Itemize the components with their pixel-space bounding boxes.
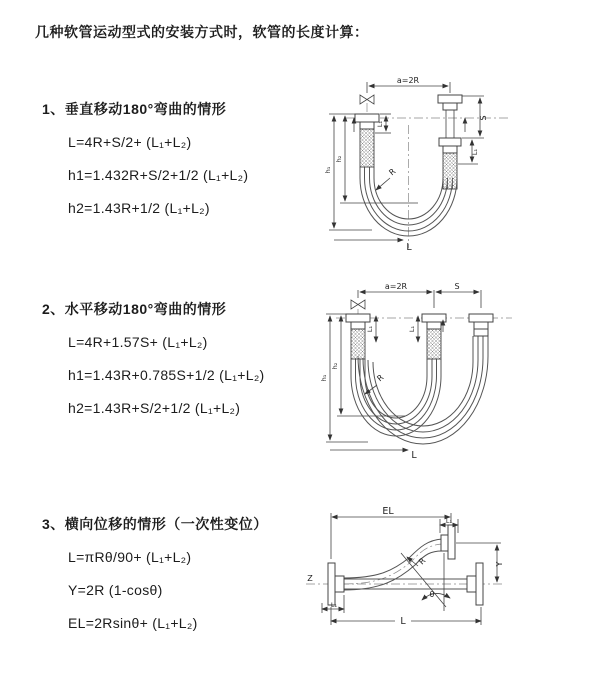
formula-h1: h1=1.43R+0.785S+1/2 (L₁+L₂) (68, 367, 265, 383)
displaced-hose (344, 525, 455, 590)
section-lateral-displacement (42, 515, 320, 633)
formula-length: L=4R+S/2+ (L₁+L₂) (68, 134, 192, 150)
formula-y: Y=2R (1-cosθ) (68, 582, 163, 598)
d3-dim-el-label: EL (382, 506, 394, 517)
valve-icon (360, 95, 374, 104)
left-flange (328, 563, 344, 605)
valve-icon (351, 300, 365, 309)
section-horizontal-180 (42, 300, 320, 418)
d1-radius-label: R (387, 166, 398, 178)
d2-dim-s-label: S (454, 282, 460, 291)
formula-h2: h2=1.43R+1/2 (L₁+L₂) (68, 200, 210, 216)
formula-length: L=4R+1.57S+ (L₁+L₂) (68, 334, 208, 350)
formula-h2: h2=1.43R+S/2+1/2 (L₁+L₂) (68, 400, 241, 416)
diagram-lateral-displacement (298, 503, 598, 643)
d1-dim-l1-left-label: L₁ (376, 120, 384, 128)
section-heading: 1、垂直移动180°弯曲的情形 (42, 101, 227, 117)
d1-dim-a2r-label: a=2R (396, 76, 420, 85)
d2-length-label: L (411, 450, 417, 461)
section-heading: 3、横向位移的情形（一次性变位） (42, 516, 268, 532)
left-fitting (346, 314, 370, 359)
diagram-horizontal-180-bend (310, 278, 600, 468)
d2-dim-a2r-label: a=2R (384, 282, 408, 291)
d3-radius-label: R (417, 556, 428, 567)
d3-dim-l1-top-label: L₁ (445, 517, 453, 525)
dimension-lines (329, 82, 484, 240)
d3-dim-y-label: Y (495, 561, 504, 567)
d1-dim-h1-label: h₁ (324, 166, 332, 174)
dimension-lines (322, 513, 501, 625)
d1-dim-h2-label: h₂ (335, 155, 343, 163)
d1-length-label: L (406, 242, 412, 253)
page-title: 几种软管运动型式的安装方式时，软管的长度计算： (35, 24, 369, 40)
formula-el: EL=2Rsinθ+ (L₁+L₂) (68, 615, 198, 631)
d2-dim-l1-left-label: L₁ (366, 325, 374, 333)
formula-h1: h1=1.432R+S/2+1/2 (L₁+L₂) (68, 167, 249, 183)
d2-radius-label: R (375, 372, 386, 384)
d2-dim-l1-right-label: L₁ (408, 325, 416, 333)
d3-theta-label: θ (429, 590, 435, 599)
d3-dim-l1-bottom-label: L₁ (330, 601, 338, 609)
section-heading: 2、水平移动180°弯曲的情形 (42, 301, 227, 317)
d2-dim-h2-label: h₂ (331, 362, 339, 370)
middle-fitting (422, 314, 446, 359)
hose-position-2 (358, 336, 488, 444)
hose-position-1 (351, 359, 441, 436)
d3-length-label: L (400, 616, 406, 627)
diagram-vertical-180-bend (310, 70, 600, 260)
section-vertical-180 (42, 100, 320, 218)
d2-dim-h1-label: h₁ (320, 374, 328, 382)
d1-dim-l1-right-label: L₁ (471, 148, 479, 156)
d1-dim-s-label: S (479, 115, 488, 121)
right-fitting (438, 95, 462, 189)
right-fitting (469, 314, 493, 336)
formula-length: L=πRθ/90+ (L₁+L₂) (68, 549, 192, 565)
d3-z-axis-label: Z (307, 574, 313, 583)
